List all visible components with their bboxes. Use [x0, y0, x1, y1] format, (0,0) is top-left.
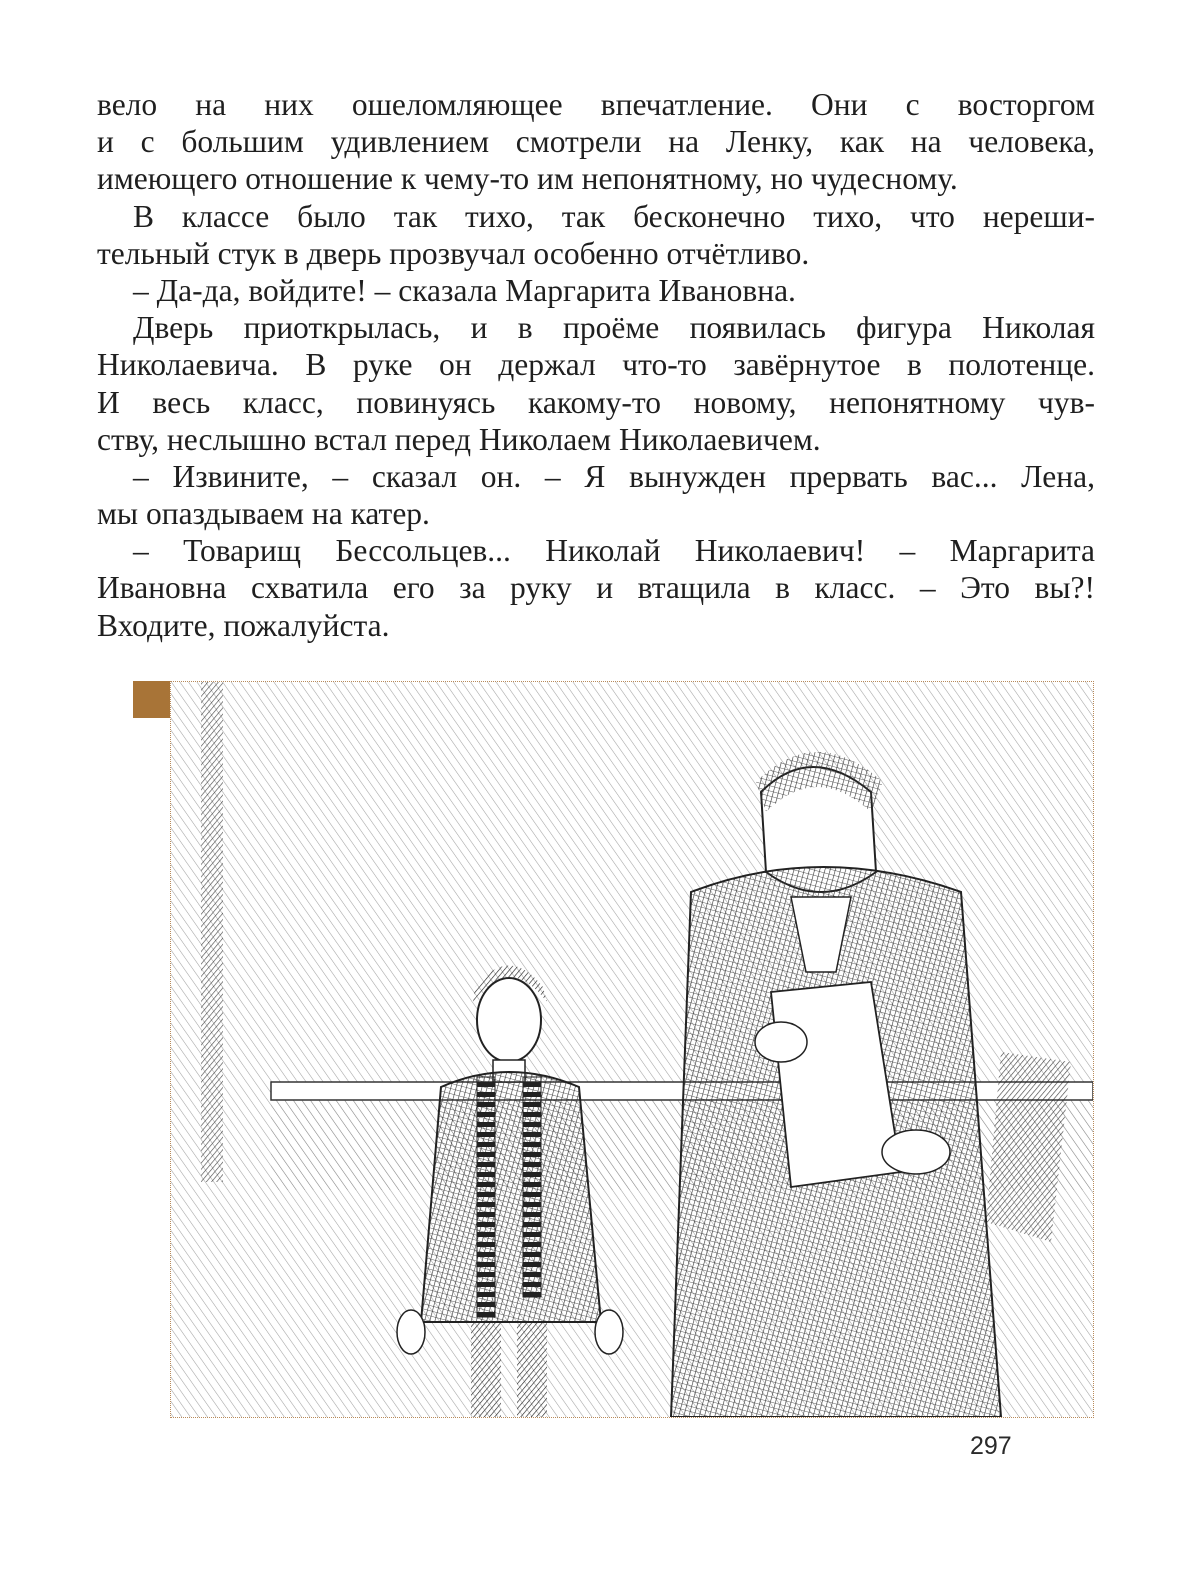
text-line-12: мы опаздываем на катер.: [97, 496, 430, 532]
text-line-15: Входите, пожалуйста.: [97, 607, 390, 643]
text-line-9: И весь класс, повинуясь какому-то новому, непонятному чув-: [97, 384, 1095, 420]
text-line-11: – Извините, – сказал он. – Я вынужден прервать вас... Лена,: [133, 458, 1095, 494]
text-line-14: Ивановна схватила его за руку и втащила в класс. – Это вы?!: [97, 570, 1095, 606]
text-line-10: ству, неслышно встал перед Николаем Николаевичем.: [97, 421, 821, 457]
body-text: [97, 86, 1095, 644]
text-line-4: В классе было так тихо, так бесконечно тихо, что нереши-: [133, 198, 1095, 234]
text-line-5: тельный стук в дверь прозвучал особенно отчётливо.: [97, 235, 810, 271]
text-line-8: Николаевича. В руке он держал что-то завёрнутое в полотенце.: [97, 347, 1095, 383]
text-line-6: – Да-да, войдите! – сказала Маргарита Ивановна.: [133, 272, 796, 308]
page-number: 297: [970, 1432, 1012, 1460]
illustration-drawing: [171, 682, 1093, 1417]
text-line-3: имеющего отношение к чему-то им непонятному, но чудесному.: [97, 161, 958, 197]
text-line-2: и с большим удивлением смотрели на Ленку, как на человека,: [97, 124, 1095, 160]
illustration-frame: [170, 681, 1094, 1418]
text-line-13: – Товарищ Бессольцев... Николай Николаевич! – Маргарита: [133, 533, 1095, 569]
text-line-7: Дверь приоткрылась, и в проёме появилась фигура Николая: [133, 310, 1095, 346]
text-line-1: вело на них ошеломляющее впечатление. Они с восторгом: [97, 87, 1095, 122]
wall-pipe: [201, 682, 223, 1182]
chapter-corner-marker: [133, 681, 170, 718]
